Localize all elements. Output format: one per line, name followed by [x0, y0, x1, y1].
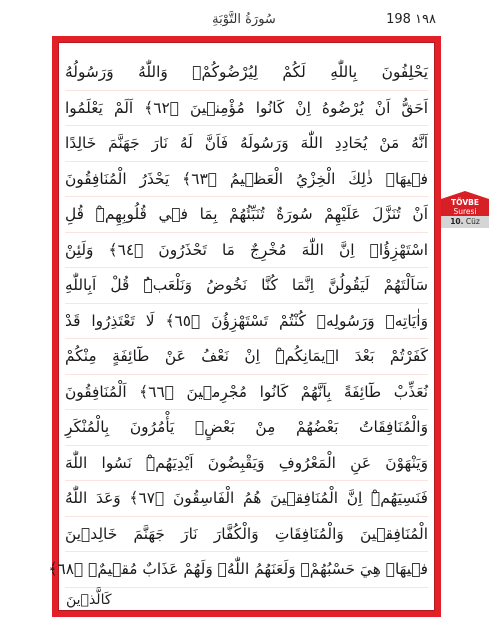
text-line-10: نُعَذِّبْ طَٓائِفَةً بِاَنَّهُمْ كَانُوا مُجْرِم۪ينَ ﴿٦٦﴾ اَلْمُنَافِقُونَ	[65, 375, 428, 411]
text-line-2: اَحَقُّ اَنْ يُرْضُوهُ اِنْ كَانُوا مُؤْمِن۪ينَ ﴿٦٢﴾ اَلَمْ يَعْلَمُوا	[65, 91, 428, 127]
text-line-3: اَنَّهُ مَنْ يُحَادِدِ اللّٰهَ وَرَسُولَهُ فَاَنَّ لَهُ نَارَ جَهَنَّمَ خَالِدًا	[65, 126, 428, 162]
surah-title: سُورَةُ التَّوْبَةِ	[212, 12, 276, 27]
surah-tab-name: TÖVBE	[451, 198, 479, 207]
text-line-12: وَيَنْهَوْنَ عَنِ الْمَعْرُوفِ وَيَقْبِضُونَ اَيْدِيَهُمْۜ نَسُوا اللّٰهَ	[65, 446, 428, 482]
text-line-6: اسْتَهْزِؤُاۚ اِنَّ اللّٰهَ مُخْرِجٌ مَا تَحْذَرُونَ ﴿٦٤﴾ وَلَئِنْ	[65, 233, 428, 269]
text-line-9: كَفَرْتُمْ بَعْدَ ا۪يمَانِكُمْۜ اِنْ نَعْفُ عَنْ طَٓائِفَةٍ مِنْكُمْ	[65, 339, 428, 375]
text-line-5: اَنْ تُنَزَّلَ عَلَيْهِمْ سُورَةٌ تُنَبِّئُهُمْ بِمَا ف۪ي قُلُوبِهِمْۜ قُلِ	[65, 197, 428, 233]
page-frame	[48, 42, 435, 611]
page-header	[52, 10, 436, 34]
text-line-8: وَاٰيَاتِه۪ وَرَسُولِه۪ كُنْتُمْ تَسْتَهْزِؤُنَ ﴿٦٥﴾ لَا تَعْتَذِرُوا قَدْ	[65, 304, 428, 340]
surah-tab-sub: Suresi	[453, 206, 477, 216]
text-line-7: سَاَلْتَهُمْ لَيَقُولُنَّ اِنَّمَا كُنَّا نَخُوضُ وَنَلْعَبُۜ قُلْ اَبِاللّٰهِ	[65, 268, 428, 304]
juz-tab	[441, 216, 489, 228]
text-line-4: ف۪يهَاۜ ذٰلِكَ الْخِزْيُ الْعَظ۪يمُ ﴿٦٣﴾ يَحْذَرُ الْمُنَافِقُونَ	[65, 162, 428, 198]
quran-text-block	[48, 55, 429, 588]
surah-side-tab[interactable]	[441, 191, 489, 233]
surah-tab-label	[441, 199, 489, 216]
text-line-15: ف۪يهَاۜ هِيَ حَسْبُهُمْۚ وَلَعَنَهُمُ اللّٰهُۚ وَلَهُمْ عَذَابٌ مُق۪يمٌۙ ﴿٦٨﴾	[65, 552, 428, 588]
text-line-14: الْمُنَافِق۪ينَ وَالْمُنَافِقَاتِ وَالْكُفَّارَ نَارَ جَهَنَّمَ خَالِد۪ينَ	[65, 517, 428, 553]
juz-label: Cüz	[465, 217, 480, 226]
page-number: 198 ١٩٨	[386, 12, 436, 27]
text-line-11: وَالْمُنَافِقَاتُ بَعْضُهُمْ مِنْ بَعْضٍۢ يَأْمُرُونَ بِالْمُنْكَرِ	[65, 410, 428, 446]
text-line-13: فَنَسِيَهُمْۜ اِنَّ الْمُنَافِق۪ينَ هُمُ الْفَاسِقُونَ ﴿٦٧﴾ وَعَدَ اللّٰهُ	[65, 481, 428, 517]
juz-number: 10.	[450, 217, 464, 226]
catchword: كَالَّذ۪ينَ	[66, 592, 112, 608]
text-line-1: يَحْلِفُونَ بِاللّٰهِ لَكُمْ لِيُرْضُوكُمْۚ وَاللّٰهُ وَرَسُولُهُ	[65, 55, 428, 91]
